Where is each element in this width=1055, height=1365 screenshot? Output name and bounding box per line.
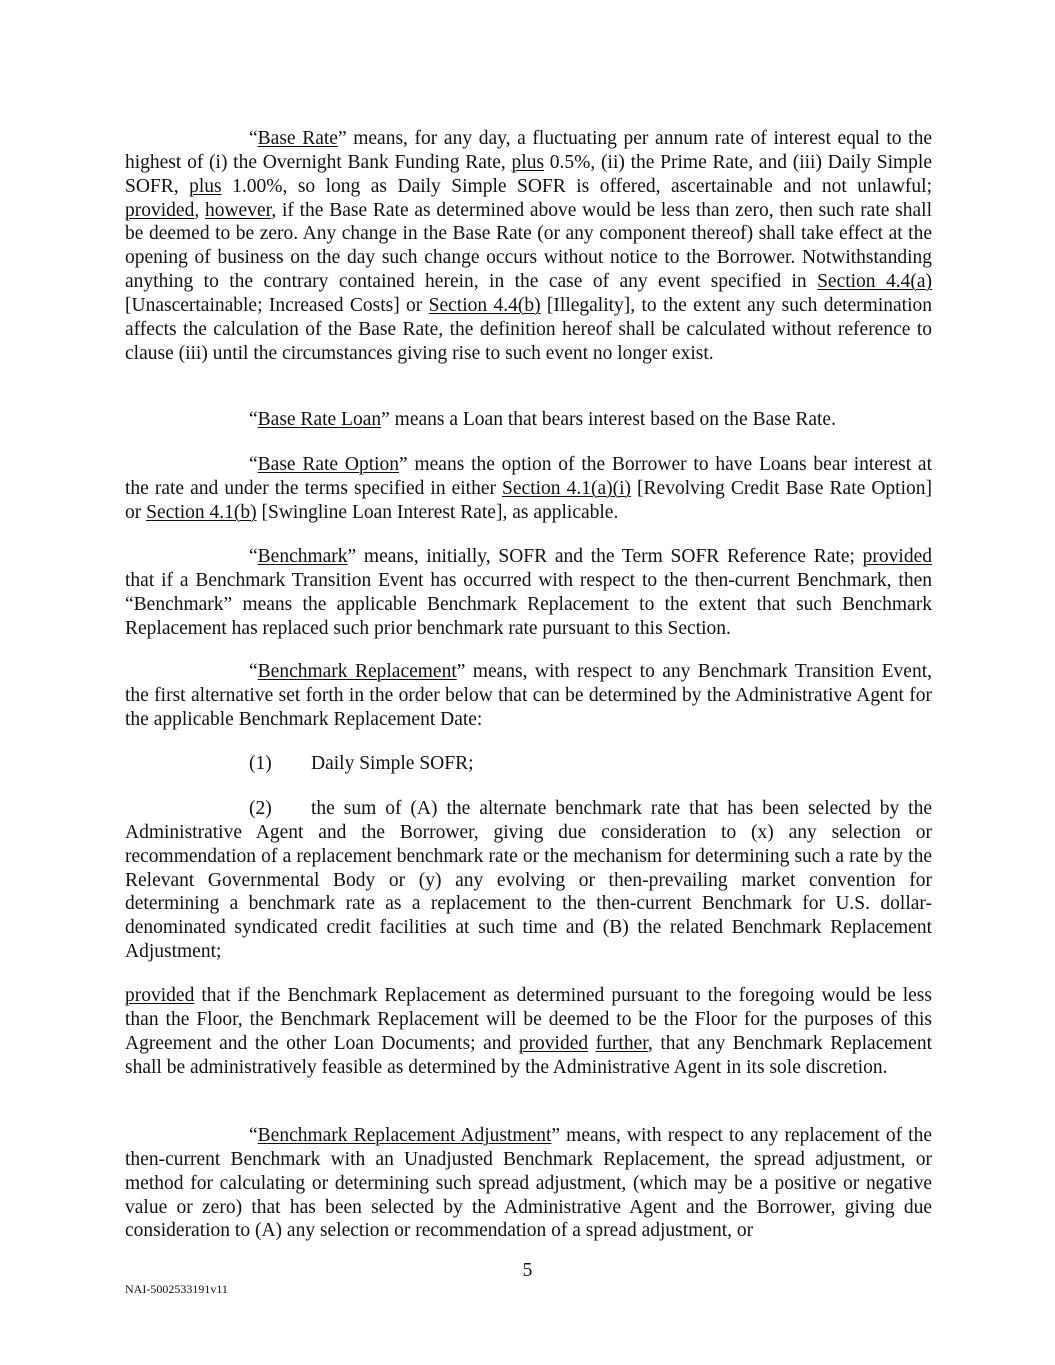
section-reference: Section 4.1(b) [146,501,257,523]
definition-base-rate-loan: “Base Rate Loan” means a Loan that bears interest based on the Base Rate. [249,409,836,430]
definition-benchmark-replacement: “Benchmark Replacement” means, with respect to any Benchmark Transition Event, the first alternative set forth in the order below that can be determined by the Administrative Agent for the applicable Benchmark Replacement Date: [125,661,932,730]
definition-base-rate: “Base Rate” means, for any day, a fluctuating per annum rate of interest equal to the highest of (i) the Overnight Bank Funding Rate, plus 0.5%, (ii) the Prime Rate, and (iii) Daily Simple SOFR, plus 1.00%, so long as Daily Simple SOFR is offered, ascertainable and not unlawful; provided, however, if the Base Rate as determined above would be less than zero, then such rate shall be deemed to be zero. Any change in the Base Rate (or any component thereof) shall take effect at the opening of business on the day such change occurs without notice to the Borrower. Notwithstanding anything to the contrary contained herein, in the case of any event specified in Section 4.4(a) [Unascertainable; Increased Costs] or Section 4.4(b) [Illegality], to the extent any such determination affects the calculation of the Base Rate, the definition hereof shall be calculated without reference to clause (iii) until the circumstances giving rise to such event no longer exist. [125,128,933,364]
defined-term: Benchmark [257,546,348,567]
page-number: 5 [522,1260,533,1281]
list-item-number: (1) [249,753,272,774]
definition-base-rate-option: “Base Rate Option” means the option of the Borrower to have Loans bear interest at the rate and under the terms specified in either Section 4.1(a)(i) [Revolving Credit Base Rate Option] or Section 4.1(b) [Swingline Loan Interest Rate], as applicable. [125,454,932,523]
definition-benchmark: “Benchmark” means, initially, SOFR and the Term SOFR Reference Rate; provided that if a Benchmark Transition Event has occurred with respect to the then-current Benchmark, then “Benchmark” means the applicable Benchmark Replacement to the extent that such Benchmark Replacement has replaced such prior benchmark rate pursuant to this Section. [125,546,932,639]
proviso-paragraph: provided that if the Benchmark Replacement as determined pursuant to the foregoing would be less than the Floor, the Benchmark Replacement will be deemed to be the Floor for the purposes of this Agreement and the other Loan Documents; and provided further, that any Benchmark Replacement shall be administratively feasible as determined by the Administrative Agent in its sole discretion. [125,985,932,1078]
defined-term: Benchmark Replacement [257,661,457,682]
definition-benchmark-replacement-adjustment: “Benchmark Replacement Adjustment” means, with respect to any replacement of the then-current Benchmark with an Unadjusted Benchmark Replacement, the spread adjustment, or method for calculating or determining such spread adjustment, (which may be a positive or negative value or zero) that has been selected by the Administrative Agent and the Borrower, giving due consideration to (A) any selection or recommendation of a spread adjustment, or [125,1125,932,1242]
section-reference: Section 4.1(a)(i) [502,477,631,499]
defined-term: Base Rate Option [257,454,400,475]
defined-term: Base Rate Loan [257,409,382,430]
list-item-2: (2) the sum of (A) the alternate benchmark rate that has been selected by the Administrative Agent and the Borrower, giving due consideration to (x) any selection or recommendation of a replacement benchmark rate or the mechanism for determining such a rate by the Relevant Governmental Body or (y) any evolving or then-prevailing market convention for determining a benchmark rate as a replacement to the then-current Benchmark for U.S. dollar-denominated syndicated credit facilities at such time and (B) the related Benchmark Replacement Adjustment; [125,798,932,963]
list-item-1: (1) Daily Simple SOFR; [249,753,474,774]
document-id: NAI-5002533191v11 [125,1282,228,1296]
defined-term: Benchmark Replacement Adjustment [257,1125,552,1146]
section-reference: Section 4.4(a) [817,271,932,293]
section-reference: Section 4.4(b) [428,294,541,316]
defined-term: Base Rate [257,128,338,149]
list-item-number: (2) [249,798,272,819]
